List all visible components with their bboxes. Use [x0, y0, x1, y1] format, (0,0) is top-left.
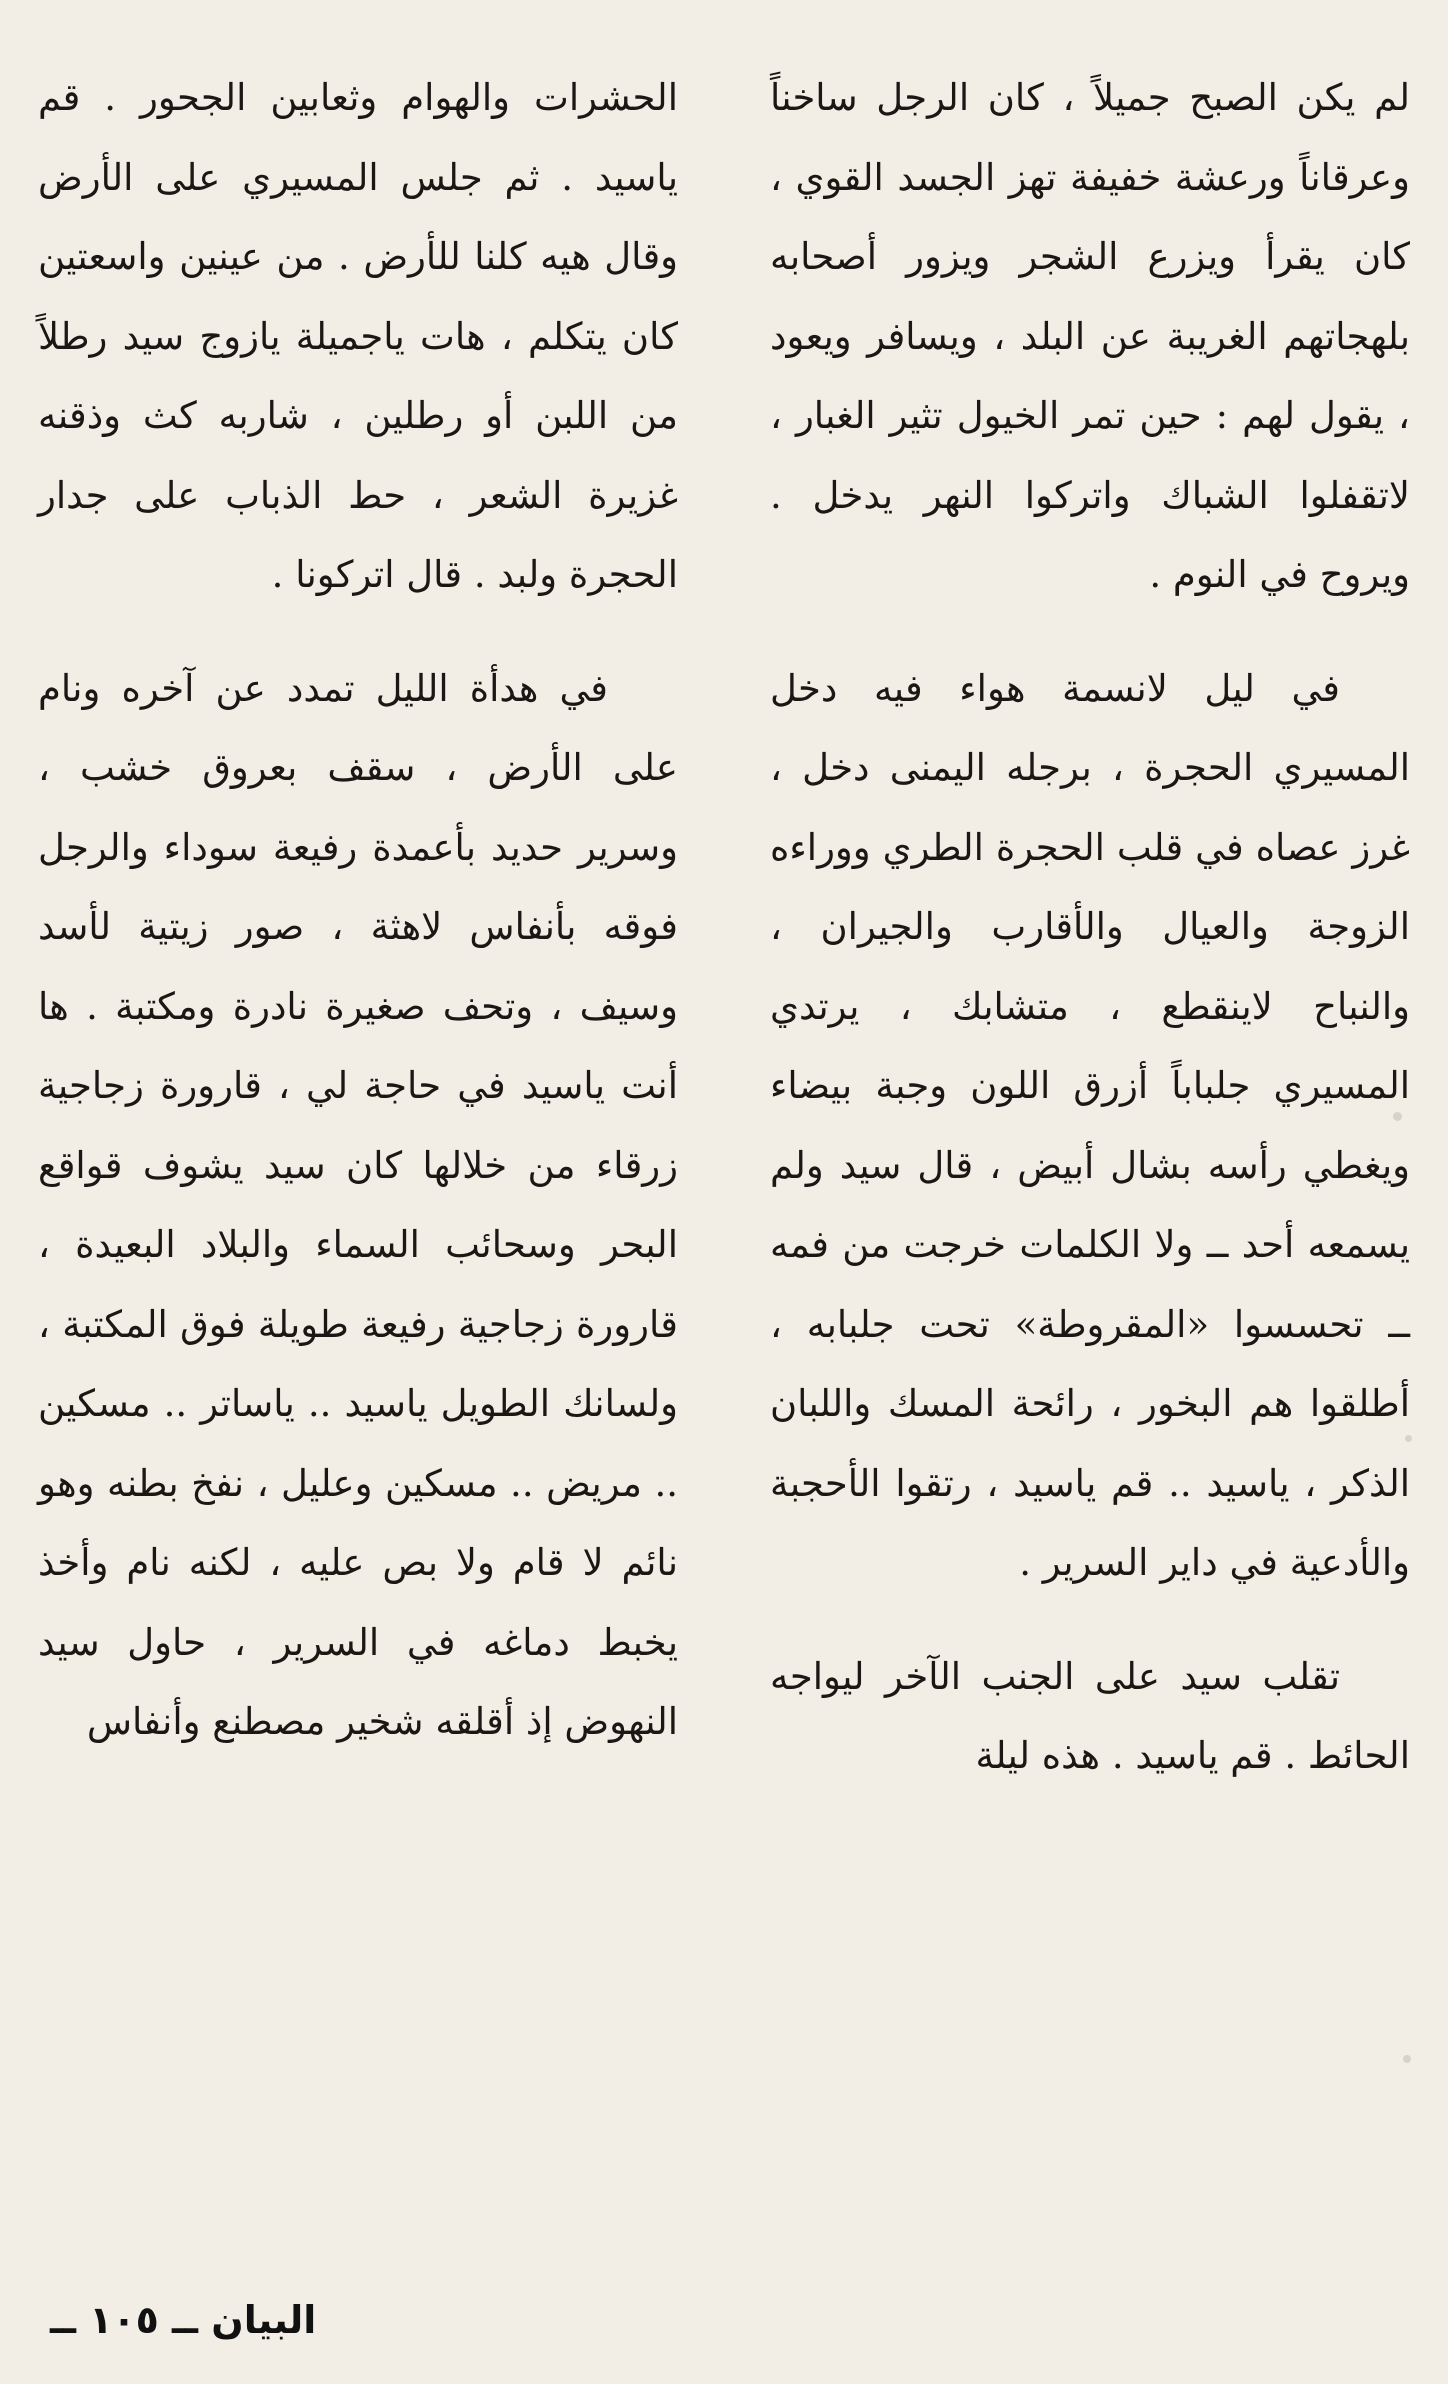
paragraph: لم يكن الصبح جميلاً ، كان الرجل ساخناً وعرقاناً ورعشة خفيفة تهز الجسد القوي ، كان يقرأ ويزرع الشجر ويزور أصحابه بلهجاتهم الغريبة عن البلد ، ويسافر ويعود ، يقول لهم : حين تمر الخيول تثير الغبار ، لاتقفلوا الشباك واتركوا النهر يدخل . ويروح في النوم .: [770, 76, 1410, 596]
paragraph: الحشرات والهوام وثعابين الجحور . قم ياسيد . ثم جلس المسيري على الأرض وقال هيه كلنا للأرض . من عينين واسعتين كان يتكلم ، هات ياجميلة يازوج سيد رطلاً من اللبن أو رطلين ، شاربه كث وذقنه غزيرة الشعر ، حط الذباب على جدار الحجرة ولبد . قال اتركونا .: [38, 76, 678, 596]
text-column-right: [770, 58, 1410, 1796]
text-column-left: [38, 58, 678, 1762]
paragraph: تقلب سيد على الجنب الآخر ليواجه الحائط . قم ياسيد . هذه ليلة: [770, 1654, 1410, 1777]
paper-speck: [1403, 2055, 1411, 2063]
footer-dash: ــ: [172, 2298, 199, 2342]
magazine-name: البيان: [211, 2298, 317, 2342]
page-number: ١٠٥: [89, 2298, 159, 2342]
paper-speck: [1393, 1112, 1402, 1121]
paragraph: في هدأة الليل تمدد عن آخره ونام على الأرض ، سقف بعروق خشب ، وسرير حديد بأعمدة رفيعة سوداء والرجل فوقه بأنفاس لاهثة ، صور زيتية لأسد وسيف ، وتحف صغيرة نادرة ومكتبة . ها أنت ياسيد في حاجة لي ، قارورة زجاجية زرقاء من خلالها كان سيد يشوف قواقع البحر وسحائب السماء والبلاد البعيدة ، قارورة زجاجية رفيعة طويلة فوق المكتبة ، ولسانك الطويل ياسيد .. ياساتر .. مسكين .. مريض .. مسكين وعليل ، نفخ بطنه وهو نائم لا قام ولا بص عليه ، لكنه نام وأخذ يخبط دماغه في السرير ، حاول سيد النهوض إذ أقلقه شخير مصطنع وأنفاس: [38, 666, 678, 1743]
paragraph: في ليل لانسمة هواء فيه دخل المسيري الحجرة ، برجله اليمنى دخل ، غرز عصاه في قلب الحجرة الطري ووراءه الزوجة والعيال والأقارب والجيران ، والنباح لاينقطع ، متشابك ، يرتدي المسيري جلباباً أزرق اللون وجبة بيضاء ويغطي رأسه بشال أبيض ، قال سيد ولم يسمعه أحد ــ ولا الكلمات خرجت من فمه ــ تحسسوا «المقروطة» تحت جلبابه ، أطلقوا هم البخور ، رائحة المسك واللبان الذكر ، ياسيد .. قم ياسيد ، رتقوا الأحجبة والأدعية في داير السرير .: [770, 666, 1410, 1584]
footer-dash: ــ: [50, 2298, 76, 2342]
page-footer: [50, 2295, 316, 2345]
paper-speck: [1405, 1435, 1412, 1442]
